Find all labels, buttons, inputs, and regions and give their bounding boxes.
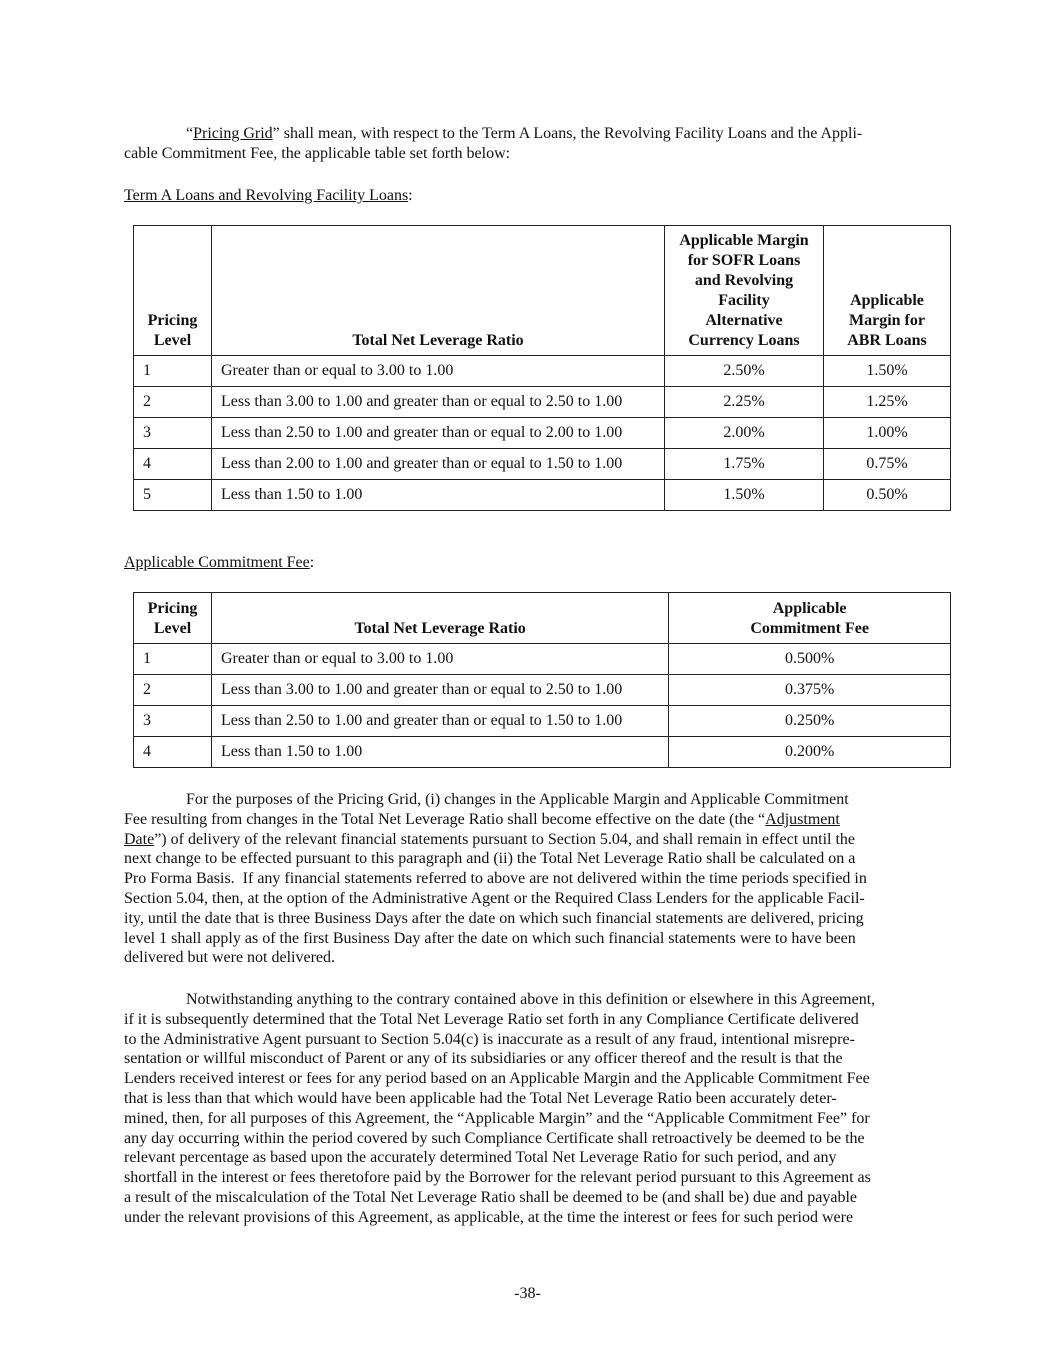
notwithstanding-paragraph	[124, 990, 944, 1228]
text-line: Pro Forma Basis. If any financial statements referred to above are not delivered within the time periods specified in	[124, 870, 867, 888]
table-row: 4 Less than 2.00 to 1.00 and greater than or equal to 1.50 to 1.00 1.75% 0.75%	[134, 449, 951, 480]
header-commitment-fee: Applicable Commitment Fee	[669, 593, 951, 644]
table-row: 5 Less than 1.50 to 1.00 1.50% 0.50%	[134, 480, 951, 511]
text-line: level 1 shall apply as of the first Business Day after the date on which such financial statements were to have been	[124, 929, 856, 947]
table2-heading	[124, 553, 944, 573]
text-line: that is less than that which would have been applicable had the Total Net Leverage Ratio been accurately deter-	[124, 1089, 837, 1107]
text-line: to the Administrative Agent pursuant to Section 5.04(c) is inaccurate as a result of any fraud, intentional misrepre-	[124, 1030, 855, 1048]
table-header-row	[134, 226, 951, 356]
text: ” shall mean, with respect to the Term A Loans, the Revolving Facility Loans and the Appli-	[272, 125, 863, 142]
quote: “	[186, 125, 194, 142]
pricing-grid-definition	[124, 124, 944, 164]
header-abr-margin: Applicable Margin for ABR Loans	[824, 226, 951, 356]
defined-term: Adjustment	[765, 810, 840, 828]
table-header-row	[134, 593, 951, 644]
colon: :	[408, 187, 413, 204]
table-row: 1 Greater than or equal to 3.00 to 1.00 2.50% 1.50%	[134, 356, 951, 387]
header-ratio: Total Net Leverage Ratio	[212, 226, 665, 356]
commitment-fee-table	[133, 592, 951, 768]
text-line: next change to be effected pursuant to this paragraph and (ii) the Total Net Leverage Ratio shall be calculated on a	[124, 850, 856, 868]
text-line: sentation or willful misconduct of Parent or any of its subsidiaries or any officer thereof and the result is that the	[124, 1050, 843, 1068]
text-line: shortfall in the interest or fees theretofore paid by the Borrower for the relevant period pursuant to this Agreement as	[124, 1169, 871, 1187]
defined-term: Date	[124, 830, 155, 848]
table-row: 4 Less than 1.50 to 1.00 0.200%	[134, 737, 951, 768]
table1-heading	[124, 186, 944, 206]
text-line: a result of the miscalculation of the Total Net Leverage Ratio shall be deemed to be (and shall be) due and payable	[124, 1188, 857, 1206]
text-line: Fee resulting from changes in the Total Net Leverage Ratio shall become effective on the date (the “Adjustment	[124, 810, 840, 828]
text: cable Commitment Fee, the applicable table set forth below:	[124, 144, 511, 162]
text-line: if it is subsequently determined that the Total Net Leverage Ratio set forth in any Compliance Certificate delivered	[124, 1010, 859, 1028]
text-line: relevant percentage as based upon the accurately determined Total Net Leverage Ratio for such period, and any	[124, 1149, 837, 1167]
defined-term: Pricing Grid	[193, 125, 273, 142]
text-line: Lenders received interest or fees for any period based on an Applicable Margin and the Applicable Commitment Fee	[124, 1070, 870, 1088]
page-number: -38-	[514, 1285, 541, 1302]
text-line: any day occurring within the period covered by such Compliance Certificate shall retroactively be deemed to be the	[124, 1129, 865, 1147]
table-row: 2 Less than 3.00 to 1.00 and greater than or equal to 2.50 to 1.00 0.375%	[134, 675, 951, 706]
text-line: Notwithstanding anything to the contrary contained above in this definition or elsewhere in this Agreement,	[186, 991, 876, 1008]
header-sofr-margin: Applicable Margin for SOFR Loans and Revolving Facility Alternative Currency Loans	[665, 226, 824, 356]
text-line: For the purposes of the Pricing Grid, (i) changes in the Applicable Margin and Applicable Commitment	[186, 791, 849, 808]
term-a-pricing-table	[133, 225, 951, 511]
text-line: Section 5.04, then, at the option of the Administrative Agent or the Required Class Lenders for the applicable Facil-	[124, 889, 865, 907]
header-pricing-level: Pricing Level	[134, 226, 212, 356]
table-row: 2 Less than 3.00 to 1.00 and greater than or equal to 2.50 to 1.00 2.25% 1.25%	[134, 387, 951, 418]
pricing-grid-paragraph	[124, 790, 944, 968]
table-row: 3 Less than 2.50 to 1.00 and greater than or equal to 1.50 to 1.00 0.250%	[134, 706, 951, 737]
text-line: delivered but were not delivered.	[124, 949, 336, 967]
text-line: under the relevant provisions of this Agreement, as applicable, at the time the interest or fees for such period were	[124, 1208, 854, 1226]
table-row: 3 Less than 2.50 to 1.00 and greater than or equal to 2.00 to 1.00 2.00% 1.00%	[134, 418, 951, 449]
heading-text: Term A Loans and Revolving Facility Loans	[124, 187, 409, 204]
table-row: 1 Greater than or equal to 3.00 to 1.00 0.500%	[134, 644, 951, 675]
heading-text: Applicable Commitment Fee	[124, 554, 310, 571]
header-pricing-level: Pricing Level	[134, 593, 212, 644]
text-line: mined, then, for all purposes of this Agreement, the “Applicable Margin” and the “Applicable Commitment Fee” for	[124, 1109, 870, 1127]
colon: :	[309, 554, 315, 571]
header-ratio: Total Net Leverage Ratio	[211, 593, 668, 644]
text-line: Date”) of delivery of the relevant financial statements pursuant to Section 5.04, and shall remain in effect until the	[124, 830, 856, 848]
text-line: ity, until the date that is three Business Days after the date on which such financial statements are delivered, pricing	[124, 909, 864, 927]
